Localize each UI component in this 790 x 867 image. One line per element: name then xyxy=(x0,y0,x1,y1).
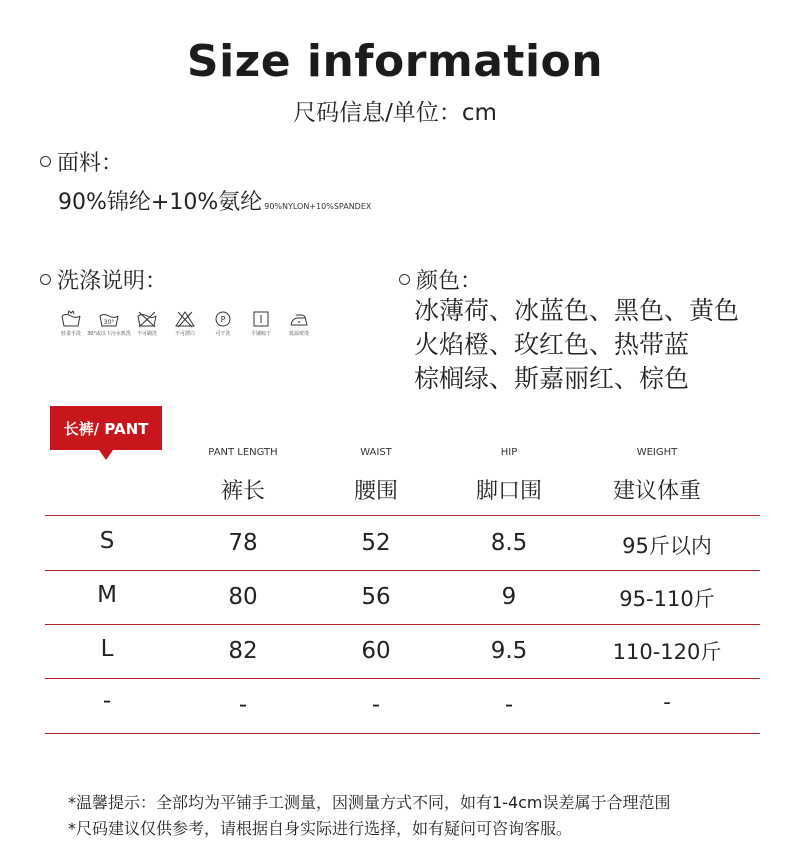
cell-size: S xyxy=(99,528,115,554)
colors-label-text: 颜色： xyxy=(416,269,483,294)
fabric-sub-text: 90%NYLON+10%SPANDEX xyxy=(264,202,372,211)
dry-flat-icon xyxy=(250,310,272,328)
page-title: Size information xyxy=(186,36,604,87)
header-en-length: PANT LENGTH xyxy=(208,447,278,458)
cell-hip: 8.5 xyxy=(490,530,528,556)
cell-length: 82 xyxy=(228,638,258,664)
cell-hip: - xyxy=(504,692,514,718)
wash-item xyxy=(52,310,90,337)
cell-weight: 95斤以内 xyxy=(622,534,712,558)
wash-item xyxy=(128,310,166,337)
cell-length: - xyxy=(238,692,248,718)
cell-hip: 9 xyxy=(501,584,517,610)
colors-line: 冰薄荷、冰蓝色、黑色、黄色 xyxy=(414,296,740,325)
wash-item xyxy=(204,310,242,337)
colors-label xyxy=(399,264,482,295)
wash-caption: 轻柔手洗 xyxy=(60,331,81,337)
wash-30-icon xyxy=(98,310,120,328)
table-divider xyxy=(45,570,760,571)
dry-clean-p-icon xyxy=(212,310,234,328)
wash-item xyxy=(242,310,280,337)
colors-line: 棕榈绿、斯嘉丽红、棕色 xyxy=(414,364,690,393)
table-divider xyxy=(45,678,760,679)
fabric-label-text: 面料： xyxy=(57,151,124,176)
table-divider xyxy=(45,515,760,516)
do-not-bleach-icon xyxy=(136,310,158,328)
note-line: *温馨提示：全部均为平铺手工测量，因测量方式不同，如有1-4cm误差属于合理范围 xyxy=(68,793,671,812)
footer-notes xyxy=(68,790,671,842)
wash-icons-row xyxy=(52,310,318,337)
low-iron-icon xyxy=(288,310,310,328)
header-cn-weight: 建议体重 xyxy=(612,479,701,504)
tag-pointer xyxy=(99,450,113,460)
cell-length: 78 xyxy=(228,530,258,556)
fabric-label xyxy=(40,146,123,177)
table-divider xyxy=(45,624,760,625)
cell-size: L xyxy=(100,636,114,662)
wash-item xyxy=(87,310,131,337)
table-divider xyxy=(45,733,760,734)
bullet-icon xyxy=(40,274,51,285)
cell-size: M xyxy=(97,582,117,608)
gentle-hand-wash-icon xyxy=(60,310,82,328)
wash-label-text: 洗涤说明： xyxy=(57,269,168,294)
header-en-waist: WAIST xyxy=(360,447,392,458)
wash-caption: 不可漂白 xyxy=(174,331,195,337)
page-subtitle: 尺码信息/单位：cm xyxy=(293,100,497,126)
header-cn-hip: 脚口围 xyxy=(475,479,542,504)
header-cn-length: 裤长 xyxy=(220,479,265,504)
cell-waist: 56 xyxy=(361,584,391,610)
colors-list xyxy=(414,294,739,396)
header-en-weight: WEIGHT xyxy=(636,447,678,458)
do-not-bleach-triangle-icon xyxy=(174,310,196,328)
wash-item xyxy=(280,310,318,337)
header-en-hip: HIP xyxy=(500,447,518,458)
fabric-main-text: 90%锦纶+10%氨纶 xyxy=(58,190,263,215)
cell-length: 80 xyxy=(228,584,258,610)
pant-tag: 长裤/ PANT xyxy=(50,406,162,450)
cell-size: - xyxy=(102,688,112,714)
cell-waist: - xyxy=(371,692,381,718)
cell-hip: 9.5 xyxy=(490,638,528,664)
wash-caption: 可干洗 xyxy=(215,331,231,337)
svg-text:P: P xyxy=(220,315,226,324)
wash-caption: 平铺晾干 xyxy=(250,331,271,337)
cell-waist: 52 xyxy=(361,530,391,556)
wash-caption: 30°或以下冷水机洗 xyxy=(87,331,131,337)
colors-line: 火焰橙、玫红色、热带蓝 xyxy=(414,330,690,359)
cell-weight: 95-110斤 xyxy=(619,587,715,611)
wash-caption: 不可刷洗 xyxy=(136,331,157,337)
wash-label xyxy=(40,264,167,295)
wash-item xyxy=(166,310,204,337)
cell-weight: - xyxy=(663,690,671,714)
bullet-icon xyxy=(40,156,51,167)
svg-text:30°: 30° xyxy=(103,319,115,326)
fabric-composition xyxy=(58,185,371,216)
header-cn-waist: 腰围 xyxy=(353,479,398,504)
wash-caption: 低温熨烫 xyxy=(288,331,309,337)
cell-waist: 60 xyxy=(361,638,391,664)
cell-weight: 110-120斤 xyxy=(612,640,722,664)
note-line: *尺码建议仅供参考，请根据自身实际进行选择，如有疑问可咨询客服。 xyxy=(68,819,573,838)
bullet-icon xyxy=(399,274,410,285)
